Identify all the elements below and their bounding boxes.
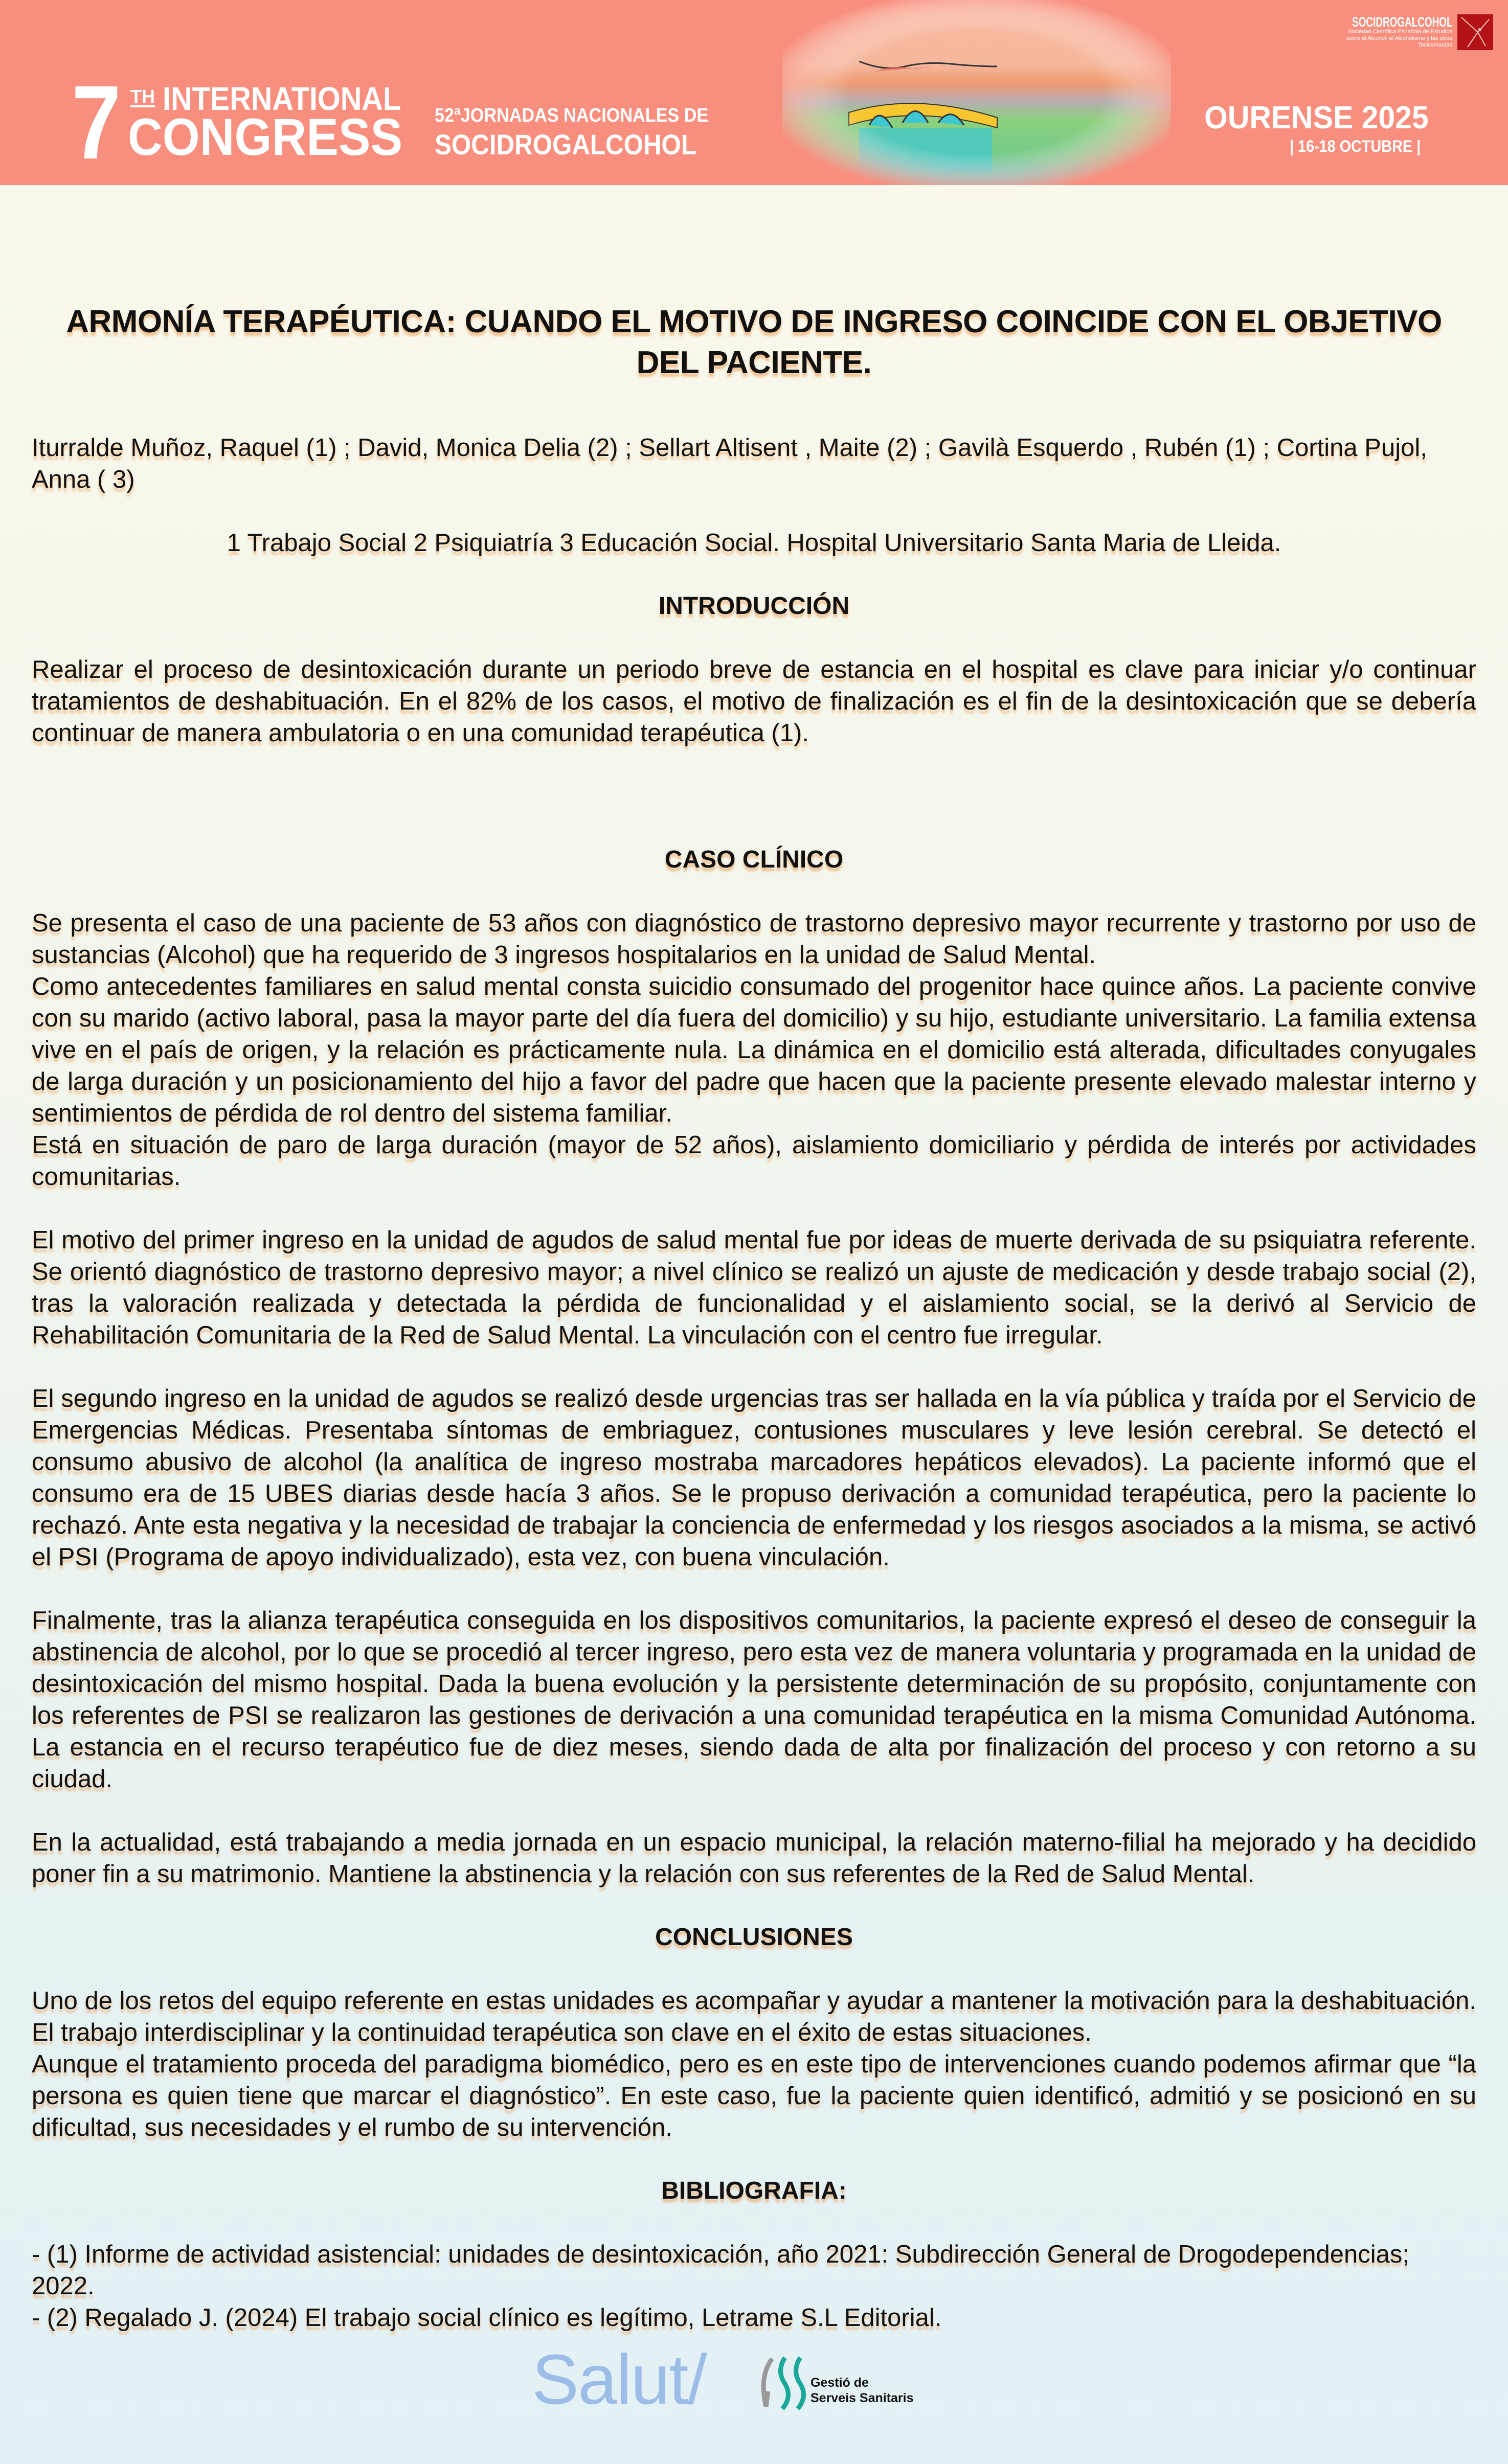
case-paragraph: Se presenta el caso de una paciente de 53 años con diagnóstico de trastorno depresivo mayor recurrente y trastorno por uso de sustancias (Alcohol) que ha requerido de 3 ingresos hospitalarios en la unidad de Salud Mental. [32,909,1476,969]
congress-dates: | 16-18 OCTUBRE | [1290,137,1421,155]
bridge-illustration [782,0,1171,185]
authors: Iturralde Muñoz, Raquel (1) ; David, Monica Delia (2) ; Sellart Altisent , Maite (2) ; Gavilà Esquerdo , Rubén (1) ; Cortina Pujol, Anna ( 3) [32,434,1427,493]
conclusions-paragraph: Uno de los retos del equipo referente en estas unidades es acompañar y ayudar a mantener la motivación para la deshabituación. El trabajo interdisciplinar y la continuidad terapéutica son clave en el éxito de estas situaciones. [32,1987,1476,2046]
logo-name: SOCIDROGALCOHOL [1352,14,1452,30]
heading-bibliography: BIBLIOGRAFIA: [661,2177,847,2204]
gss-text-line-1: Gestió de [811,2376,869,2390]
poster-title: ARMONÍA TERAPÉUTICA: CUANDO EL MOTIVO DE INGRESO COINCIDE CON EL OBJETIVO DEL PACIENTE. [66,304,1442,380]
salut-gss-logo [532,2340,941,2419]
affiliation: 1 Trabajo Social 2 Psiquiatría 3 Educación Social. Hospital Universitario Santa Maria de Lleida. [227,529,1281,557]
bibliography-item: - (1) Informe de actividad asistencial: unidades de desintoxicación, año 2021: Subdirección General de Drogodependencias; 2022. [32,2241,1409,2300]
congress-banner [0,0,1508,185]
bibliography-item: - (2) Regalado J. (2024) El trabajo social clínico es legítimo, Letrame S.L Editorial. [32,2304,942,2332]
salut-wordmark: Salut/ [532,2340,706,2419]
jornadas-label: 52ªJORNADAS NACIONALES DE [435,105,709,126]
case-paragraph: Está en situación de paro de larga duración (mayor de 52 años), aislamiento domiciliario y pérdida de interés por actividades comunitarias. [32,1131,1476,1191]
poster-body [32,302,1476,2334]
heading-introduction: INTRODUCCIÓN [658,592,850,620]
socidrogalcohol-logo [1340,14,1493,54]
society-label: SOCIDROGALCOHOL [435,128,696,161]
case-paragraph: Como antecedentes familiares en salud mental consta suicidio consumado del progenitor hace quince años. La paciente convive con su marido (activo laboral, pasa la mayor parte del día fuera del domicilio) y su hijo, estudiante universitario. La familia extensa vive en el país de origen, y la relación es prácticamente nula. La dinámica en el domicilio está alterada, dificultades conyugales de larga duración y un posicionamiento del hijo a favor del padre que hacen que la paciente presente elevado malestar interno y sentimientos de pérdida de rol dentro del sistema familiar. [32,973,1476,1127]
congress-number-suffix: TH [130,86,155,107]
gss-symbol-icon [757,2356,808,2412]
case-paragraph: Finalmente, tras la alianza terapéutica conseguida en los dispositivos comunitarios, la paciente expresó el deseo de conseguir la abstinencia de alcohol, por lo que se procedió al tercer ingreso, pero esta vez de manera voluntaria y programada en la unidad de desintoxicación del mismo hospital. Dada la buena evolución y la persistente determinación de su propósito, conjuntamente con los referentes de PSI se realizaron las gestiones de derivación a una comunidad terapéutica en la misma Comunidad Autónoma. La estancia en el recurso terapéutico fue de diez meses, siendo dada de alta por finalización del proceso y con retorno a su ciudad. [32,1607,1476,1793]
congress-number: 7 [72,64,121,181]
congress-line-1: INTERNATIONAL [163,80,401,117]
introduction-text: Realizar el proceso de desintoxicación durante un periodo breve de estancia en el hospital es clave para iniciar y/o continuar tratamientos de deshabituación. En el 82% de los casos, el motivo de finalización es el fin de la desintoxicación que se debería continuar de manera ambulatoria o en una comunidad terapéutica (1). [32,656,1476,747]
congress-line-2: CONGRESS [128,108,403,166]
case-paragraph: El motivo del primer ingreso en la unidad de agudos de salud mental fue por ideas de muerte derivada de su psiquiatra referente. Se orientó diagnóstico de trastorno depresivo mayor; a nivel clínico se realizó un ajuste de medicación y desde trabajo social (2), tras la valoración realizada y detectada la pérdida de funcionalidad y el aislamiento social, se la derivó al Servicio de Rehabilitación Comunitaria de la Red de Salud Mental. La vinculación con el centro fue irregular. [32,1226,1476,1349]
heading-clinical-case: CASO CLÍNICO [664,846,844,873]
case-paragraph: El segundo ingreso en la unidad de agudos se realizó desde urgencias tras ser hallada en la vía pública y traída por el Servicio de Emergencias Médicas. Presentaba síntomas de embriaguez, contusiones musculares y leve lesión cerebral. Se detectó el consumo abusivo de alcohol (la analítica de ingreso mostraba marcadores hepáticos elevados). La paciente informó que el consumo era de 15 UBES diarias desde hacía 3 años. Se le propuso derivación a comunidad terapéutica, pero la paciente lo rechazó. Ante esta negativa y la necesidad de trabajar la conciencia de enfermedad y los riesgos asociados a la misma, se activó el PSI (Programa de apoyo individualizado), esta vez, con buena vinculación. [32,1385,1476,1571]
gss-text [811,2375,914,2406]
gss-text-line-2: Serveis Sanitaris [811,2391,914,2405]
heading-conclusions: CONCLUSIONES [655,1924,853,1951]
conclusions-paragraph: Aunque el tratamiento proceda del paradigma biomédico, pero es en este tipo de intervenciones cuando podemos afirmar que “la persona es quien tiene que marcar el diagnóstico”. En este caso, fue la paciente quien identificó, admitió y se posicionó en su dificultad, sus necesidades y el rumbo de su intervención. [32,2050,1476,2141]
logo-subtitle: Sociedad Científica Española de Estudios sobre el Alcohol, el Alcoholismo y las otras Toxicomanías [1346,29,1452,48]
case-paragraph: En la actualidad, está trabajando a media jornada en un espacio municipal, la relación materno-filial ha mejorado y ha decidido poner fin a su matrimonio. Mantiene la abstinencia y la relación con sus referentes de la Red de Salud Mental. [32,1829,1476,1888]
location-year: OURENSE 2025 [1204,100,1429,135]
logo-figure-icon [1457,14,1493,50]
